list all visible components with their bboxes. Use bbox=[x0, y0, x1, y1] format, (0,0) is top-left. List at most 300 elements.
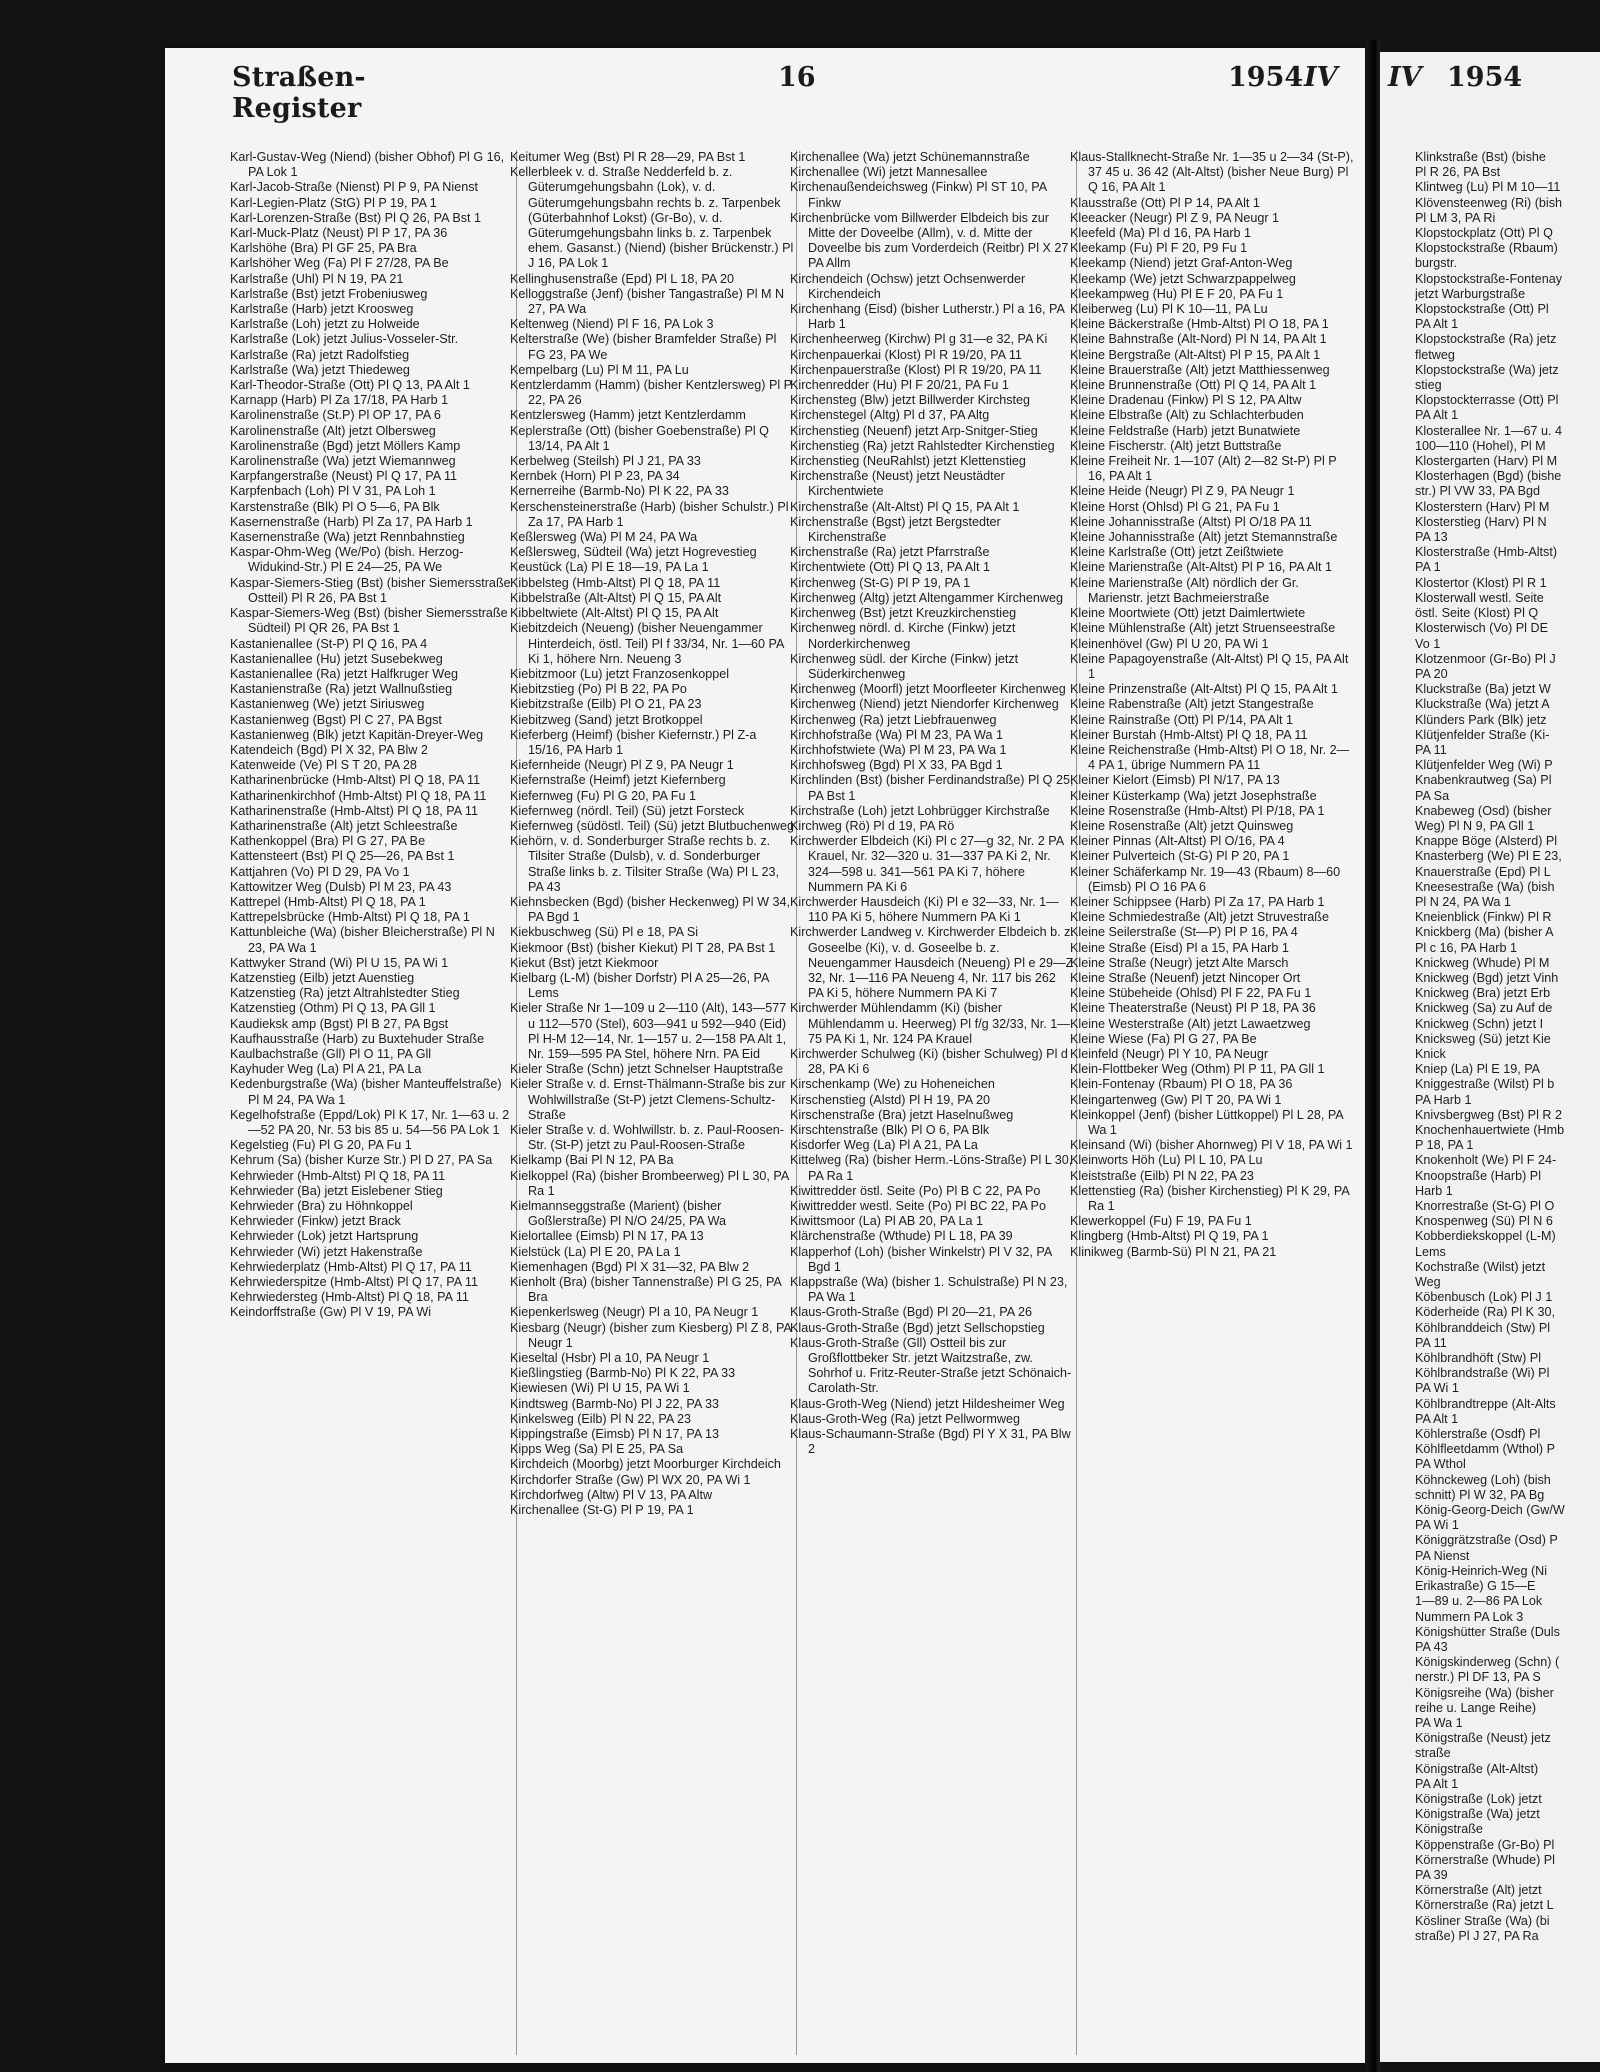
register-entry: Klosterstraße (Hmb-Altst) bbox=[1415, 545, 1558, 560]
register-entry: Kisdorfer Weg (La) Pl A 21, PA La bbox=[790, 1138, 978, 1153]
register-entry: Knabenkrautweg (Sa) Pl bbox=[1415, 773, 1552, 788]
register-entry: Kleinsand (Wi) (bisher Ahornweg) Pl V 18, PA Wi 1 bbox=[1070, 1138, 1353, 1153]
register-entry: Kirchenstraße (Alt-Altst) Pl Q 15, PA Alt 1 bbox=[790, 499, 1020, 514]
register-entry: PA 43 bbox=[1415, 1639, 1448, 1654]
register-entry: Kiefernweg (südöstl. Teil) (Sü) jetzt Blutbuchenweg bbox=[510, 818, 794, 833]
register-entry: Klappstraße (Wa) (bisher 1. Schulstraße) Pl N 23, PA Wa 1 bbox=[790, 1275, 1068, 1305]
right-page-column bbox=[1415, 150, 1600, 1944]
register-entry: Kneienblick (Finkw) Pl R bbox=[1415, 910, 1552, 925]
register-entry: Kiehnsbecken (Bgd) (bisher Heckenweg) Pl W 34, PA Bgd 1 bbox=[510, 894, 790, 925]
register-entry: PA 11 bbox=[1415, 1335, 1447, 1350]
register-entry: Erikastraße) G 15—E bbox=[1415, 1579, 1536, 1594]
register-entry: Kielkamp (Bai Pl N 12, PA Ba bbox=[510, 1153, 674, 1168]
register-entry: Kieler Straße v. d. Ernst-Thälmann-Straße bis zur Wohlwillstraße (St-P) jetzt Clemens-Schultz-Straße bbox=[510, 1077, 786, 1122]
register-entry: Kirchwerder Hausdeich (Ki) Pl e 32—33, Nr. 1—110 PA Ki 5, höhere Nummern PA Ki 1 bbox=[790, 894, 1059, 925]
register-entry: Kirchenweg nördl. d. Kirche (Finkw) jetzt Norderkirchenweg bbox=[790, 621, 1016, 651]
register-entry: Kiebitzweg (Sand) jetzt Brotkoppel bbox=[510, 712, 703, 727]
register-entry: PA Wa 1 bbox=[1415, 1715, 1463, 1730]
register-entry: Kleiner Burstah (Hmb-Altst) Pl Q 18, PA 11 bbox=[1070, 727, 1308, 742]
register-entry: Kleine Stübeheide (Ohlsd) Pl F 22, PA Fu 1 bbox=[1070, 986, 1312, 1001]
register-entry: straße bbox=[1415, 1746, 1451, 1761]
register-entry: PA 20 bbox=[1415, 666, 1448, 681]
register-entry: Kattjahren (Vo) Pl D 29, PA Vo 1 bbox=[230, 864, 410, 879]
register-entry: Kirchwerder Schulweg (Ki) (bisher Schulweg) Pl d 28, PA Ki 6 bbox=[790, 1046, 1068, 1077]
register-entry: Köhlbrandstraße (Wi) Pl bbox=[1415, 1366, 1550, 1381]
register-entry: Kirchenaußendeichsweg (Finkw) Pl ST 10, PA Finkw bbox=[790, 180, 1047, 210]
register-entry: Kleine Papagoyenstraße (Alt-Altst) Pl Q 15, PA Alt 1 bbox=[1070, 651, 1349, 681]
register-entry: Karolinenstraße (Wa) jetzt Wiemannweg bbox=[230, 454, 456, 469]
register-entry: PA Alt 1 bbox=[1415, 1411, 1459, 1426]
register-entry: stieg bbox=[1415, 378, 1442, 393]
register-entry: Kasernenstraße (Harb) Pl Za 17, PA Harb 1 bbox=[230, 514, 473, 529]
register-entry: Köbenbusch (Lok) Pl J 1 bbox=[1415, 1290, 1553, 1305]
register-entry: Keplerstraße (Ott) (bisher Goebenstraße) Pl Q 13/14, PA Alt 1 bbox=[510, 423, 769, 453]
register-entry: Karlstraße (Harb) jetzt Kroosweg bbox=[230, 302, 414, 317]
register-entry: östl. Seite (Klost) Pl Q bbox=[1415, 606, 1539, 621]
register-entry: Kirchensteg (Blw) jetzt Billwerder Kirchsteg bbox=[790, 393, 1031, 408]
register-entry: Karlstraße (Wa) jetzt Thiedeweg bbox=[230, 362, 410, 377]
register-entry: Kleine Wiese (Fa) Pl G 27, PA Be bbox=[1070, 1031, 1257, 1046]
register-entry: Kneesestraße (Wa) (bish bbox=[1415, 879, 1555, 894]
register-entry: Kelterstraße (We) (bisher Bramfelder Straße) Pl FG 23, PA We bbox=[510, 332, 777, 362]
register-entry: Katzenstieg (Eilb) jetzt Auenstieg bbox=[230, 970, 415, 985]
register-entry: Kirchenredder (Hu) Pl F 20/21, PA Fu 1 bbox=[790, 378, 1009, 393]
register-entry: Königsreihe (Wa) (bisher bbox=[1415, 1685, 1554, 1700]
register-entry: Kibbeltwiete (Alt-Altst) Pl Q 15, PA Alt bbox=[510, 606, 719, 621]
register-entry: Kleine Straße (Eisd) Pl a 15, PA Harb 1 bbox=[1070, 940, 1289, 955]
register-entry: Kleine Seilerstraße (St—P) Pl P 16, PA 4 bbox=[1070, 925, 1298, 940]
register-entry: Köhlfleetdamm (Wthol) P bbox=[1415, 1442, 1555, 1457]
register-entry: PA Wthol bbox=[1415, 1457, 1466, 1472]
register-entry: Karlstraße (Uhl) Pl N 19, PA 21 bbox=[230, 271, 404, 286]
book-gutter bbox=[1366, 40, 1380, 2072]
register-entry: Klein-Fontenay (Rbaum) Pl O 18, PA 36 bbox=[1070, 1077, 1293, 1092]
register-entry: Kleekamp (Fu) Pl F 20, P9 Fu 1 bbox=[1070, 241, 1248, 256]
register-entry: Kirchhofstraße (Wa) Pl M 23, PA Wa 1 bbox=[790, 727, 1003, 742]
register-entry: Kleine Feldstraße (Harb) jetzt Bunatwiete bbox=[1070, 423, 1301, 438]
register-entry: Kleine Marienstraße (Alt) nördlich der Gr. Marienstr. jetzt Bachmeierstraße bbox=[1070, 575, 1299, 605]
register-entry: Kirchstraße (Loh) jetzt Lohbrügger Kirchstraße bbox=[790, 803, 1050, 818]
register-entry: Kluckstraße (Wa) jetzt A bbox=[1415, 697, 1550, 712]
register-entry: Kerschensteinerstraße (Harb) (bisher Schulstr.) Pl Za 17, PA Harb 1 bbox=[510, 499, 789, 529]
register-entry: Knorrestraße (St-G) Pl O bbox=[1415, 1199, 1555, 1214]
register-entry: Kirchwerder Elbdeich (Ki) Pl c 27—g 32, Nr. 2 PA Krauel, Nr. 32—320 u. 31—337 PA Ki 2, Nr. 324—598 u. 341—561 PA Ki 7, höhere Nummern PA Ki 6 bbox=[790, 834, 1064, 894]
register-entry: Klaus-Groth-Straße (Bgd) Pl 20—21, PA 26 bbox=[790, 1305, 1032, 1320]
register-entry: Klaus-Schaumann-Straße (Bgd) Pl Y X 31, PA Blw 2 bbox=[790, 1427, 1071, 1457]
register-entry: Kipps Weg (Sa) Pl E 25, PA Sa bbox=[510, 1442, 684, 1457]
register-entry: König-Heinrich-Weg (Ni bbox=[1415, 1563, 1548, 1578]
register-entry: Kasernenstraße (Wa) jetzt Rennbahnstieg bbox=[230, 530, 465, 545]
register-entry: Kaulbachstraße (Gll) Pl O 11, PA Gll bbox=[230, 1046, 432, 1061]
register-entry: Kaspar-Siemers-Stieg (Bst) (bisher Siemersstraße Ostteil) Pl R 26, PA Bst 1 bbox=[230, 575, 511, 605]
register-entry: Kirchenweg (Ra) jetzt Liebfrauenweg bbox=[790, 712, 997, 727]
register-entry: Kleefeld (Ma) Pl d 16, PA Harb 1 bbox=[1070, 226, 1252, 241]
register-entry: Katendeich (Bgd) Pl X 32, PA Blw 2 bbox=[230, 742, 428, 757]
register-entry: Kirschenstieg (Alstd) Pl H 19, PA 20 bbox=[790, 1092, 990, 1107]
register-entry: Pl LM 3, PA Ri bbox=[1415, 210, 1496, 225]
register-entry: Kleekampweg (Hu) Pl E F 20, PA Fu 1 bbox=[1070, 286, 1284, 301]
register-entry: Kleiststraße (Eilb) Pl N 22, PA 23 bbox=[1070, 1168, 1254, 1183]
register-entry: Kniep (La) Pl E 19, PA bbox=[1415, 1062, 1541, 1077]
register-entry: Klopstockstraße-Fontenay bbox=[1415, 271, 1562, 286]
register-entry: Kleine Dradenau (Finkw) Pl S 12, PA Altw bbox=[1070, 393, 1302, 408]
register-entry: Katzenstieg (Ra) jetzt Altrahlstedter Stieg bbox=[230, 986, 460, 1001]
register-entry: Kleine Horst (Ohlsd) Pl G 21, PA Fu 1 bbox=[1070, 499, 1280, 514]
register-entry: Kastanienweg (Blk) jetzt Kapitän-Dreyer-Weg bbox=[230, 727, 484, 742]
register-entry: Kielortallee (Eimsb) Pl N 17, PA 13 bbox=[510, 1229, 704, 1244]
register-entry: Klewerkoppel (Fu) F 19, PA Fu 1 bbox=[1070, 1214, 1252, 1229]
register-entry: Kleine Schmiedestraße (Alt) jetzt Struvestraße bbox=[1070, 910, 1329, 925]
register-entry: Klopstockstraße (Wa) jetz bbox=[1415, 362, 1559, 377]
register-entry: Kirchenbrücke vom Billwerder Elbdeich bis zur Mitte der Doveelbe (Allm), v. d. Mitte der Doveelbe bis zum Vorderdeich (Reitbr) Pl X 27 PA Allm bbox=[790, 210, 1069, 271]
register-entry: Karlstraße (Loh) jetzt zu Holweide bbox=[230, 317, 420, 332]
register-entry: Karpfangerstraße (Neust) Pl Q 17, PA 11 bbox=[230, 469, 458, 484]
register-entry: Knickweg (Schn) jetzt I bbox=[1415, 1016, 1544, 1031]
right-page-volume: IV bbox=[1388, 62, 1422, 93]
register-entry: PA 39 bbox=[1415, 1867, 1448, 1882]
register-entry: Kieler Straße v. d. Wohlwillstr. b. z. Paul-Roosen-Str. (St-P) jetzt zu Paul-Roosen-Straße bbox=[510, 1123, 784, 1153]
register-entry: Königstraße (Lok) jetzt bbox=[1415, 1791, 1542, 1806]
register-entry: Königstraße bbox=[1415, 1822, 1483, 1837]
register-entry: Kluckstraße (Ba) jetzt W bbox=[1415, 682, 1551, 697]
register-entry: Kleine Johannisstraße (Alt) jetzt Stemannstraße bbox=[1070, 530, 1338, 545]
register-entry: Kattensteert (Bst) Pl Q 25—26, PA Bst 1 bbox=[230, 849, 455, 864]
register-entry: Kleine Brauerstraße (Alt) jetzt Matthiessenweg bbox=[1070, 362, 1330, 377]
register-entry: Kirchdorfweg (Altw) Pl V 13, PA Altw bbox=[510, 1487, 713, 1502]
register-entry: Kleine Johannisstraße (Altst) Pl O/18 PA 11 bbox=[1070, 514, 1312, 529]
register-entry: Kaudieksk amp (Bgst) Pl B 27, PA Bgst bbox=[230, 1016, 449, 1031]
register-entry: Katharinenbrücke (Hmb-Altst) Pl Q 18, PA 11 bbox=[230, 773, 481, 788]
register-entry: Kedenburgstraße (Wa) (bisher Manteuffelstraße) Pl M 24, PA Wa 1 bbox=[230, 1077, 502, 1107]
register-entry: Karpfenbach (Loh) Pl V 31, PA Loh 1 bbox=[230, 484, 436, 499]
register-entry: Kibbelstraße (Alt-Altst) Pl Q 15, PA Alt bbox=[510, 590, 722, 605]
register-entry: Kirchwerder Landweg v. Kirchwerder Elbdeich b. z. Goseelbe (Ki), v. d. Goseelbe b. z. Neuengammer Hausdeich (Neueng) Pl e 29—Z 32, Nr. 1—116 PA Neueng 4, Nr. 117 bis 262 PA Ki 5, höhere Nummern PA Ki 7 bbox=[790, 925, 1074, 1001]
register-entry: Körnerstraße (Ra) jetzt L bbox=[1415, 1898, 1554, 1913]
register-entry: Kleine Prinzenstraße (Alt-Altst) Pl Q 15, PA Alt 1 bbox=[1070, 682, 1338, 697]
register-entry: Knickweg (Whude) Pl M bbox=[1415, 955, 1550, 970]
register-entry: PA Alt 1 bbox=[1415, 408, 1459, 423]
register-entry: Kobberdiekskoppel (L-M) bbox=[1415, 1229, 1556, 1244]
register-entry: Kinkelsweg (Eilb) Pl N 22, PA 23 bbox=[510, 1411, 692, 1426]
register-entry: Kochstraße (Wilst) jetzt bbox=[1415, 1259, 1546, 1274]
register-entry: PA Alt 1 bbox=[1415, 317, 1459, 332]
register-entry: Klaus-Groth-Straße (Bgd) jetzt Sellschopstieg bbox=[790, 1320, 1045, 1335]
register-entry: Königstraße (Neust) jetz bbox=[1415, 1731, 1551, 1746]
register-entry: Kehrwieder (Lok) jetzt Hartsprung bbox=[230, 1229, 419, 1244]
register-entry: Kiekut (Bst) jetzt Kiekmoor bbox=[510, 955, 659, 970]
register-entry: Kleiner Schippsee (Harb) Pl Za 17, PA Harb 1 bbox=[1070, 894, 1325, 909]
register-entry: Klütjenfelder Straße (Ki- bbox=[1415, 727, 1550, 742]
register-entry: Kirchenweg (St-G) Pl P 19, PA 1 bbox=[790, 575, 971, 590]
register-entry: Kleine Reichenstraße (Hmb-Altst) Pl O 18, Nr. 2—4 PA 1, übrige Nummern PA 11 bbox=[1070, 742, 1350, 773]
register-entry: Kaspar-Siemers-Weg (Bst) (bisher Siemersstraße Südteil) Pl QR 26, PA Bst 1 bbox=[230, 606, 508, 636]
register-entry: Kippingstraße (Eimsb) Pl N 17, PA 13 bbox=[510, 1427, 720, 1442]
register-entry: Kattunbleiche (Wa) (bisher Bleicherstraße) Pl N 23, PA Wa 1 bbox=[230, 925, 495, 955]
register-entry: Kleine Straße (Neuenf) jetzt Nincoper Ort bbox=[1070, 970, 1301, 985]
register-entry: Kirchweg (Rö) Pl d 19, PA Rö bbox=[790, 818, 955, 833]
register-entry: Kellerbleek v. d. Straße Nedderfeld b. z. Güterumgehungsbahn (Lok), v. d. Güterumgehungsbahn rechts b. z. Tarpenbek (Güterbahnhof Lokst) (Gr-Bo), v. d. Güterumgehungsbahn links b. z. Tarpenbek ehem. Gasanst.) (Niend) (bisher Brückenstr.) Pl J 16, PA Lok 1 bbox=[510, 165, 794, 271]
register-entry: Kleiner Kielort (Eimsb) Pl N/17, PA 13 bbox=[1070, 773, 1280, 788]
register-entry: Knickberg (Ma) (bisher A bbox=[1415, 925, 1554, 940]
register-entry: PA 13 bbox=[1415, 530, 1448, 545]
register-entry: 1—89 u. 2—86 PA Lok bbox=[1415, 1594, 1543, 1609]
register-entry: Klopstockstraße (Rbaum) bbox=[1415, 241, 1558, 256]
register-entry: Kleine Fischerstr. (Alt) jetzt Buttstraße bbox=[1070, 438, 1282, 453]
register-entry: Kleine Heide (Neugr) Pl Z 9, PA Neugr 1 bbox=[1070, 484, 1295, 499]
register-entry: Klosterhagen (Bgd) (bishe bbox=[1415, 469, 1562, 484]
register-entry: Knappe Böge (Alsterd) Pl bbox=[1415, 834, 1558, 849]
register-entry: Klopstockplatz (Ott) Pl Q bbox=[1415, 226, 1553, 241]
register-entry: Knabeweg (Osd) (bisher bbox=[1415, 803, 1552, 818]
register-entry: Königgrätzstraße (Osd) P bbox=[1415, 1533, 1558, 1548]
register-entry: Kastanienallee (St-P) Pl Q 16, PA 4 bbox=[230, 636, 428, 651]
register-entry: Kirchhofstwiete (Wa) Pl M 23, PA Wa 1 bbox=[790, 742, 1007, 757]
register-entry: Kieler Straße Nr 1—109 u 2—110 (Alt), 143—577 u 112—570 (Stel), 603—941 u 592—940 (Eid) Pl H-M 12—14, Nr. 1—157 u. 2—158 PA Alt 1, Nr. 159—595 PA Stel, höhere Nrn. PA Eid bbox=[510, 1001, 787, 1061]
register-entry: Königstraße (Alt-Altst) bbox=[1415, 1761, 1539, 1776]
register-entry: Kleine Brunnenstraße (Ott) Pl Q 14, PA Alt 1 bbox=[1070, 378, 1317, 393]
register-entry: Kelloggstraße (Jenf) (bisher Tangastraße) Pl M N 27, PA Wa bbox=[510, 286, 785, 317]
register-entry: Königskinderweg (Schn) ( bbox=[1415, 1655, 1560, 1670]
register-entry: Kiebitzdeich (Neueng) (bisher Neuengammer Hinterdeich, östl. Teil) Pl f 33/34, Nr. 1—60 PA Ki 1, höhere Nrn. Neueng 3 bbox=[510, 621, 784, 666]
register-entry: Königshütter Straße (Duls bbox=[1415, 1624, 1560, 1639]
register-entry: Kiebitzstieg (Po) Pl B 22, PA Po bbox=[510, 682, 687, 697]
register-entry: Kentzlersweg (Hamm) jetzt Kentzlerdamm bbox=[510, 408, 746, 423]
register-entry: Pl c 16, PA Harb 1 bbox=[1415, 940, 1517, 955]
register-entry: Klaus-Stallknecht-Straße Nr. 1—35 u 2—34 (St-P), 37 45 u. 36 42 (Alt-Altst) (bisher Neue Burg) Pl Q 16, PA Alt 1 bbox=[1070, 150, 1354, 195]
register-entry: Kattrepelsbrücke (Hmb-Altst) Pl Q 18, PA 1 bbox=[230, 910, 470, 925]
register-entry: Kleeacker (Neugr) Pl Z 9, PA Neugr 1 bbox=[1070, 210, 1280, 225]
register-entry: Klotzenmoor (Gr-Bo) Pl J bbox=[1415, 651, 1556, 666]
register-entry: Karlstraße (Ra) jetzt Radolfstieg bbox=[230, 347, 410, 362]
register-entry: Klünders Park (Blk) jetz bbox=[1415, 712, 1547, 727]
register-entry: Kleine Rainstraße (Ott) Pl P/14, PA Alt 1 bbox=[1070, 712, 1294, 727]
register-entry: Klopstockstraße (Ra) jetz bbox=[1415, 332, 1557, 347]
register-entry: Klinikweg (Barmb-Sü) Pl N 21, PA 21 bbox=[1070, 1244, 1277, 1259]
register-entry: Kehrwiedersteg (Hmb-Altst) Pl Q 18, PA 11 bbox=[230, 1290, 469, 1305]
register-entry: Klövensteenweg (Ri) (bish bbox=[1415, 195, 1562, 210]
register-entry: Klopstockstraße (Ott) Pl bbox=[1415, 302, 1549, 317]
register-entry: Kleine Rabenstraße (Alt) jetzt Stangestraße bbox=[1070, 697, 1314, 712]
register-entry: Kastanienweg (Bgst) Pl C 27, PA Bgst bbox=[230, 712, 442, 727]
register-entry: Köppenstraße (Gr-Bo) Pl bbox=[1415, 1837, 1555, 1852]
register-entry: Kirchdorfer Straße (Gw) Pl WX 20, PA Wi 1 bbox=[510, 1472, 751, 1487]
register-entry: Kerbelweg (Steilsh) Pl J 21, PA 33 bbox=[510, 454, 701, 469]
register-entry: Kirchenweg (Altg) jetzt Altengammer Kirchenweg bbox=[790, 590, 1063, 605]
register-entry: Kirchenweg südl. der Kirche (Finkw) jetzt Süderkirchenweg bbox=[790, 651, 1019, 681]
register-entry: Keindorffstraße (Gw) Pl V 19, PA Wi bbox=[230, 1305, 432, 1320]
register-entry: Harb 1 bbox=[1415, 1183, 1453, 1198]
register-entry: Kirchentwiete (Ott) Pl Q 13, PA Alt 1 bbox=[790, 560, 990, 575]
register-entry: Kleine Karlstraße (Ott) jetzt Zeißtwiete bbox=[1070, 545, 1284, 560]
register-entry: Klopstockterrasse (Ott) Pl bbox=[1415, 393, 1559, 408]
register-entry: Karl-Lorenzen-Straße (Bst) Pl Q 26, PA Bst 1 bbox=[230, 210, 482, 225]
register-entry: Kienholt (Bra) (bisher Tannenstraße) Pl G 25, PA Bra bbox=[510, 1275, 782, 1305]
register-entry: Kleiner Pinnas (Alt-Altst) Pl O/16, PA 4 bbox=[1070, 834, 1285, 849]
register-entry: Kleiner Schäferkamp Nr. 19—43 (Rbaum) 8—60 (Eimsb) Pl O 16 PA 6 bbox=[1070, 864, 1341, 894]
register-entry: Klein-Flottbeker Weg (Othm) Pl P 11, PA Gll 1 bbox=[1070, 1062, 1325, 1077]
register-entry: Kiefernweg (Fu) Pl G 20, PA Fu 1 bbox=[510, 788, 696, 803]
register-entry: Klaus-Groth-Weg (Niend) jetzt Hildesheimer Weg bbox=[790, 1396, 1065, 1411]
register-entry: Knospenweg (Sü) Pl N 6 bbox=[1415, 1214, 1553, 1229]
register-entry: Köderheide (Ra) Pl K 30, bbox=[1415, 1305, 1556, 1320]
register-entry: Kleine Elbstraße (Alt) zu Schlachterbuden bbox=[1070, 408, 1304, 423]
register-entry: Kirchenweg (Bst) jetzt Kreuzkirchenstieg bbox=[790, 606, 1017, 621]
register-entry: Kleine Bahnstraße (Alt-Nord) Pl N 14, PA Alt 1 bbox=[1070, 332, 1327, 347]
register-entry: Knickweg (Bgd) jetzt Vinh bbox=[1415, 970, 1559, 985]
register-entry: Klostergarten (Harv) Pl M bbox=[1415, 454, 1558, 469]
register-entry: Karlshöhe (Bra) Pl GF 25, PA Bra bbox=[230, 241, 417, 256]
register-entry: Kirchlinden (Bst) (bisher Ferdinandstraße) Pl Q 25, PA Bst 1 bbox=[790, 773, 1074, 803]
register-entry: Kibbelsteg (Hmb-Altst) Pl Q 18, PA 11 bbox=[510, 575, 721, 590]
register-entry: Kiebitzstraße (Eilb) Pl O 21, PA 23 bbox=[510, 697, 702, 712]
register-entry: PA 1 bbox=[1415, 560, 1441, 575]
register-entry: Klaus-Groth-Weg (Ra) jetzt Pellwormweg bbox=[790, 1411, 1021, 1426]
register-entry: Körnerstraße (Alt) jetzt bbox=[1415, 1883, 1542, 1898]
register-entry: Kehrwieder (Bra) zu Höhnkoppel bbox=[230, 1199, 413, 1214]
register-entry: Kirchendeich (Ochsw) jetzt Ochsenwerder Kirchendeich bbox=[790, 271, 1026, 301]
register-entry: Karl-Gustav-Weg (Niend) (bisher Obhof) Pl G 16, PA Lok 1 bbox=[230, 150, 505, 180]
register-entry: Knokenholt (We) Pl F 24- bbox=[1415, 1153, 1557, 1168]
register-entry: Klosterallee Nr. 1—67 u. 4 bbox=[1415, 423, 1563, 438]
register-entry: Köhlbrandtreppe (Alt-Alts bbox=[1415, 1396, 1556, 1411]
register-entry: König-Georg-Deich (Gw/W bbox=[1415, 1503, 1565, 1518]
register-entry: Kentzlerdamm (Hamm) (bisher Kentzlersweg) Pl P 22, PA 26 bbox=[510, 378, 792, 408]
register-entry: Kirchhofsweg (Bgd) Pl X 33, PA Bgd 1 bbox=[790, 758, 1003, 773]
register-entry: Kirschtenstraße (Blk) Pl O 6, PA Blk bbox=[790, 1123, 990, 1137]
register-entry: Kehrum (Sa) (bisher Kurze Str.) Pl D 27, PA Sa bbox=[230, 1153, 493, 1168]
register-entry: Kirchenallee (Wa) jetzt Schünemannstraße bbox=[790, 150, 1030, 164]
register-entry: str.) Pl VW 33, PA Bgd bbox=[1415, 484, 1541, 499]
register-entry: Klosterwisch (Vo) Pl DE bbox=[1415, 621, 1548, 636]
register-entry: Kleiner Küsterkamp (Wa) jetzt Josephstraße bbox=[1070, 788, 1317, 803]
register-entry: Kielmannseggstraße (Marient) (bisher Goßlerstraße) Pl N/O 24/25, PA Wa bbox=[510, 1199, 727, 1229]
register-entry: Kleine Straße (Neugr) jetzt Alte Marsch bbox=[1070, 955, 1289, 970]
register-entry: P 18, PA 1 bbox=[1415, 1138, 1474, 1153]
register-entry: Keustück (La) Pl E 18—19, PA La 1 bbox=[510, 560, 709, 575]
register-entry: Kegelstieg (Fu) Pl G 20, PA Fu 1 bbox=[230, 1138, 412, 1153]
register-entry: Katharinenstraße (Hmb-Altst) Pl Q 18, PA 11 bbox=[230, 803, 479, 818]
register-entry: jetzt Warburgstraße bbox=[1415, 286, 1526, 301]
register-entry: Kehrwiederspitze (Hmb-Altst) Pl Q 17, PA 11 bbox=[230, 1275, 478, 1290]
register-entry: Nummern PA Lok 3 bbox=[1415, 1609, 1524, 1624]
register-entry: Kehrwieder (Hmb-Altst) Pl Q 18, PA 11 bbox=[230, 1168, 446, 1183]
register-entry: Knoopstraße (Harb) Pl bbox=[1415, 1168, 1541, 1183]
register-column-2 bbox=[510, 150, 794, 1518]
register-entry: Kehrwieder (Ba) jetzt Eislebener Stieg bbox=[230, 1183, 443, 1198]
register-entry: PA Wi 1 bbox=[1415, 1381, 1459, 1396]
register-entry: Kleinenhövel (Gw) Pl U 20, PA Wi 1 bbox=[1070, 636, 1269, 651]
register-entry: PA Wi 1 bbox=[1415, 1518, 1459, 1533]
register-entry: Kniggestraße (Wilst) Pl b bbox=[1415, 1077, 1555, 1092]
register-entry: Kirchenstieg (Ra) jetzt Rahlstedter Kirchenstieg bbox=[790, 438, 1055, 453]
register-entry: Kastanienstraße (Ra) jetzt Wallnußstieg bbox=[230, 682, 453, 697]
register-column-4 bbox=[1070, 150, 1354, 1260]
register-entry: Kirchenallee (Wi) jetzt Mannesallee bbox=[790, 165, 988, 180]
register-entry: Karstenstraße (Blk) Pl O 5—6, PA Blk bbox=[230, 499, 440, 514]
register-entry: Pl N 24, PA Wa 1 bbox=[1415, 894, 1511, 909]
register-entry: Knick bbox=[1415, 1046, 1446, 1061]
register-entry: Kattowitzer Weg (Dulsb) Pl M 23, PA 43 bbox=[230, 879, 452, 894]
register-entry: Kleinworts Höh (Lu) Pl L 10, PA Lu bbox=[1070, 1153, 1263, 1168]
register-entry: Kleiner Pulverteich (St-G) Pl P 20, PA 1 bbox=[1070, 849, 1290, 864]
page-volume: IV bbox=[1304, 62, 1338, 93]
register-entry: Kießlingstieg (Barmb-No) Pl K 22, PA 33 bbox=[510, 1366, 736, 1381]
register-entry: Kempelbarg (Lu) Pl M 11, PA Lu bbox=[510, 362, 689, 377]
register-entry: Kattrepel (Hmb-Altst) Pl Q 18, PA 1 bbox=[230, 894, 426, 909]
register-entry: Kleine Theaterstraße (Neust) Pl P 18, PA 36 bbox=[1070, 1001, 1316, 1016]
register-entry: Karlshöher Weg (Fa) Pl F 27/28, PA Be bbox=[230, 256, 449, 271]
register-entry: Kathenkoppel (Bra) Pl G 27, PA Be bbox=[230, 834, 426, 849]
register-entry: Kaufhausstraße (Harb) zu Buxtehuder Straße bbox=[230, 1031, 485, 1046]
register-entry: fletweg bbox=[1415, 347, 1455, 362]
register-entry: Körnerstraße (Whude) Pl bbox=[1415, 1852, 1555, 1867]
register-entry: Klingberg (Hmb-Altst) Pl Q 19, PA 1 bbox=[1070, 1229, 1269, 1244]
register-entry: Kirchwerder Mühlendamm (Ki) (bisher Mühlendamm u. Heerweg) Pl f/g 32/33, Nr. 1—75 PA Ki 1, Nr. 124 PA Krauel bbox=[790, 1001, 1070, 1046]
register-entry: schnitt) Pl W 32, PA Bg bbox=[1415, 1487, 1545, 1502]
register-column-3 bbox=[790, 150, 1074, 1457]
register-entry: PA Harb 1 bbox=[1415, 1092, 1472, 1107]
register-entry: Kiwittredder östl. Seite (Po) Pl B C 22, PA Po bbox=[790, 1183, 1041, 1198]
register-entry: Kleine Rosenstraße (Hmb-Altst) Pl P/18, PA 1 bbox=[1070, 803, 1325, 818]
register-entry: Katharinenstraße (Alt) jetzt Schleestraße bbox=[230, 818, 458, 833]
register-entry: Kirchenstraße (Ra) jetzt Pfarrstraße bbox=[790, 545, 990, 560]
register-entry: Klütjenfelder Weg (Wi) P bbox=[1415, 758, 1553, 773]
register-entry: Kielkoppel (Ra) (bisher Brombeerweg) Pl L 30, PA Ra 1 bbox=[510, 1168, 789, 1198]
register-entry: Knochenhauertwiete (Hmb bbox=[1415, 1123, 1565, 1137]
register-entry: Kirchenstieg (NeuRahlst) jetzt Klettenstieg bbox=[790, 454, 1026, 469]
register-entry: Kehrwieder (Finkw) jetzt Brack bbox=[230, 1214, 401, 1229]
register-entry: Kielstück (La) Pl E 20, PA La 1 bbox=[510, 1244, 681, 1259]
page-year: 1954 bbox=[1228, 62, 1304, 93]
register-entry: Kleekamp (Niend) jetzt Graf-Anton-Weg bbox=[1070, 256, 1293, 271]
register-entry: Klosterwall westl. Seite bbox=[1415, 590, 1544, 605]
register-entry: Kiebitzmoor (Lu) jetzt Franzosenkoppel bbox=[510, 666, 730, 681]
register-entry: straße) Pl J 27, PA Ra bbox=[1415, 1928, 1539, 1943]
register-entry: Kernbek (Horn) Pl P 23, PA 34 bbox=[510, 469, 680, 484]
register-entry: Kindtsweg (Barmb-No) Pl J 22, PA 33 bbox=[510, 1396, 720, 1411]
register-entry: Kiefernweg (nördl. Teil) (Sü) jetzt Forsteck bbox=[510, 803, 745, 818]
register-entry: Kiekbuschweg (Sü) Pl e 18, PA Si bbox=[510, 925, 699, 940]
register-entry: Kirschenkamp (We) zu Hoheneichen bbox=[790, 1077, 995, 1092]
register-entry: Kirchenstegel (Altg) Pl d 37, PA Altg bbox=[790, 408, 990, 423]
register-entry: Kehrwiederplatz (Hmb-Altst) Pl Q 17, PA 11 bbox=[230, 1259, 472, 1274]
register-entry: Kittelweg (Ra) (bisher Herm.-Löns-Straße) Pl L 30, PA Ra 1 bbox=[790, 1153, 1073, 1183]
register-entry: Kiefernstraße (Heimf) jetzt Kiefernberg bbox=[510, 773, 726, 788]
register-entry: Karnapp (Harb) Pl Za 17/18, PA Harb 1 bbox=[230, 393, 449, 408]
register-entry: Karl-Jacob-Straße (Nienst) Pl P 9, PA Nienst bbox=[230, 180, 479, 195]
page-title: Straßen-Register bbox=[232, 62, 366, 124]
register-entry: Knicksweg (Sü) jetzt Kie bbox=[1415, 1031, 1551, 1046]
register-entry: Klausstraße (Ott) Pl P 14, PA Alt 1 bbox=[1070, 195, 1260, 210]
register-entry: Katzenstieg (Othm) Pl Q 13, PA Gll 1 bbox=[230, 1001, 436, 1016]
register-entry: Kirchenstraße (Neust) jetzt Neustädter Kirchentwiete bbox=[790, 469, 1005, 499]
register-entry: Kielbarg (L-M) (bisher Dorfstr) Pl A 25—26, PA Lems bbox=[510, 970, 769, 1001]
register-entry: Kiwittsmoor (La) Pl AB 20, PA La 1 bbox=[790, 1214, 983, 1229]
right-page-year: 1954 bbox=[1447, 62, 1523, 93]
register-entry: Karolinenstraße (Bgd) jetzt Möllers Kamp bbox=[230, 438, 461, 453]
register-entry: PA 11 bbox=[1415, 742, 1447, 757]
register-entry: Kleine Bäckerstraße (Hmb-Altst) Pl O 18, PA 1 bbox=[1070, 317, 1329, 332]
register-entry: Köhnckeweg (Loh) (bish bbox=[1415, 1472, 1551, 1487]
register-entry: Knasterberg (We) Pl E 23, bbox=[1415, 849, 1562, 864]
register-entry: Kleine Rosenstraße (Alt) jetzt Quinsweg bbox=[1070, 818, 1294, 833]
register-entry: Kegelhofstraße (Eppd/Lok) Pl K 17, Nr. 1—63 u. 2—52 PA 20, Nr. 53 bis 85 u. 54—56 PA Lok 1 bbox=[230, 1107, 510, 1137]
register-entry: Kiepenkerlsweg (Neugr) Pl a 10, PA Neugr 1 bbox=[510, 1305, 759, 1320]
register-entry: Knivsbergweg (Bst) Pl R 2 bbox=[1415, 1107, 1562, 1122]
register-entry: Karlstraße (Lok) jetzt Julius-Vosseler-Str. bbox=[230, 332, 459, 347]
register-entry: Weg bbox=[1415, 1275, 1441, 1290]
register-entry: nerstr.) Pl DF 13, PA S bbox=[1415, 1670, 1541, 1685]
